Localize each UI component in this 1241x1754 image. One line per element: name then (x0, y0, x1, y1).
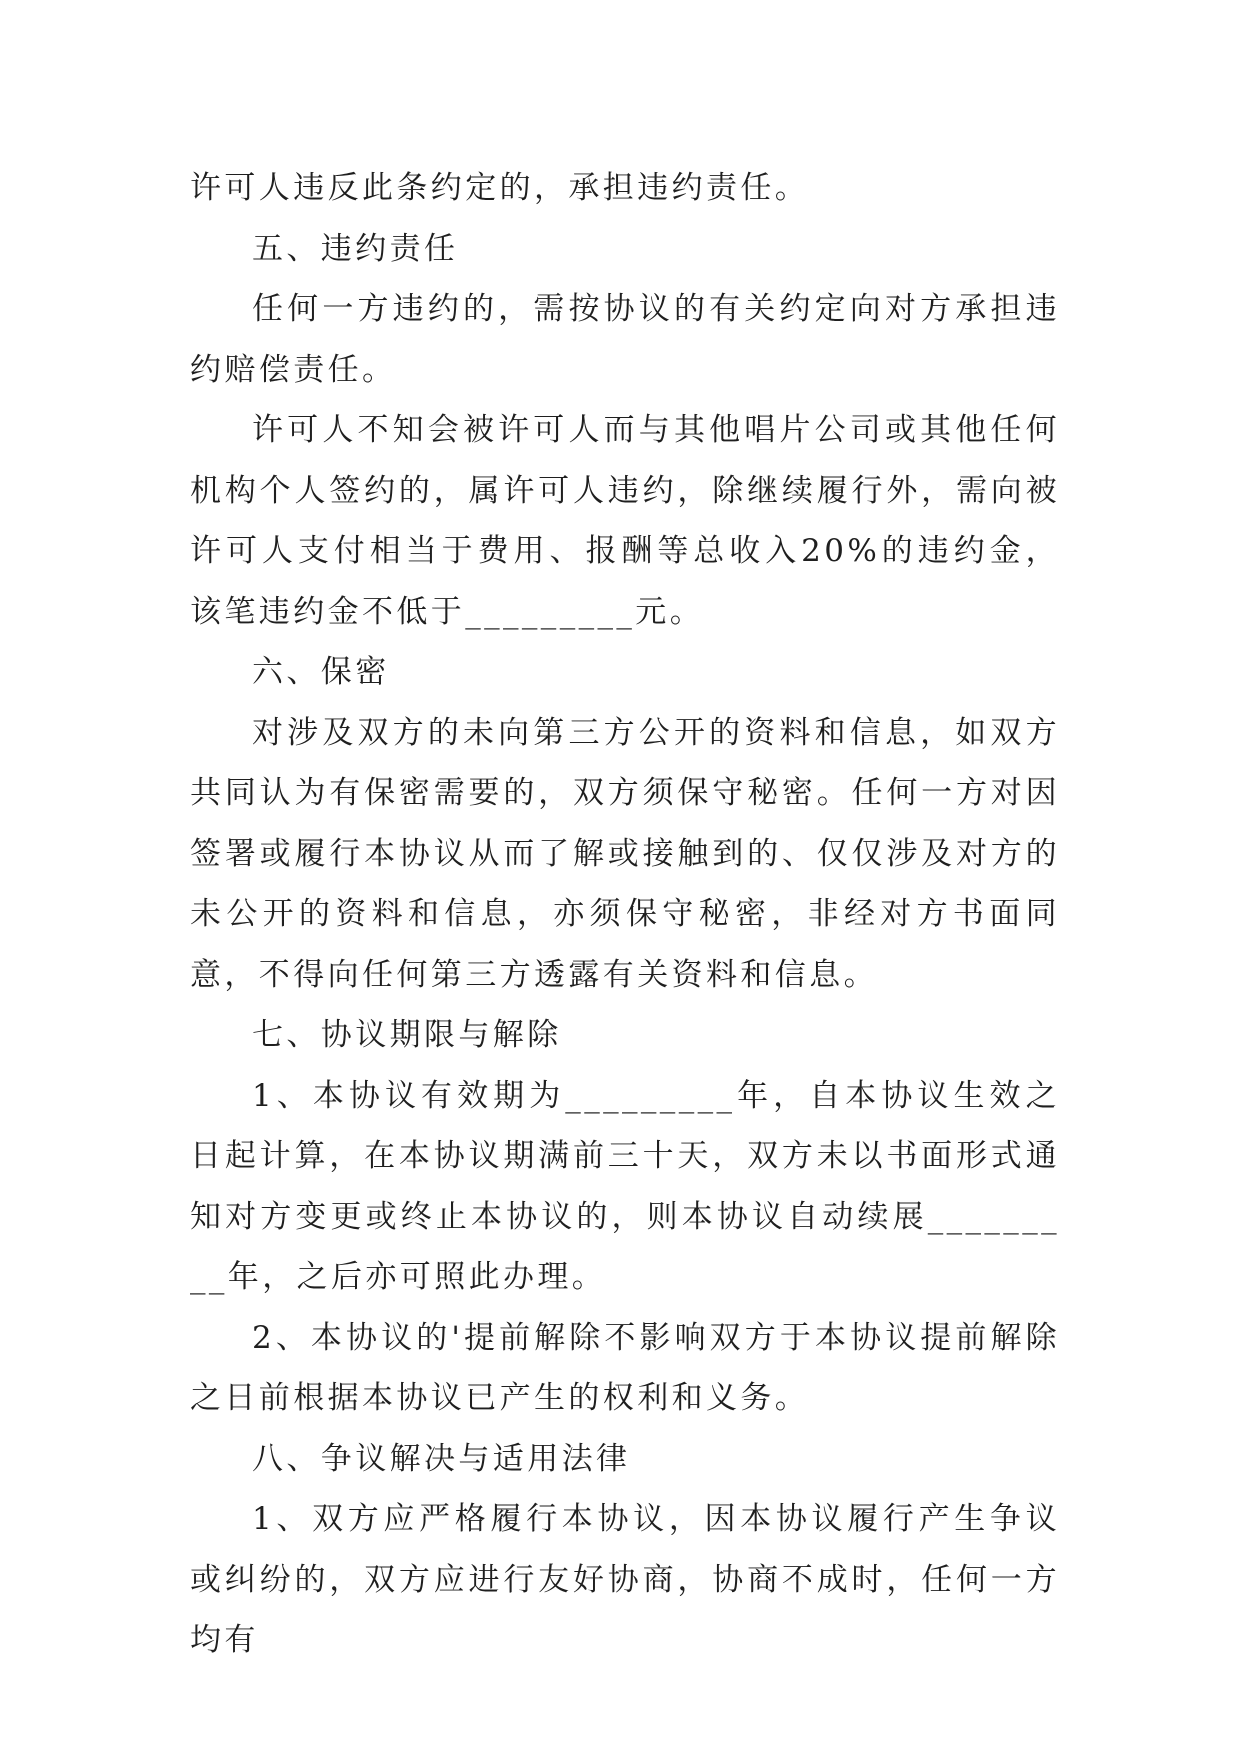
paragraph-term-2: 2、本协议的'提前解除不影响双方于本协议提前解除之日前根据本协议已产生的权利和义务。 (190, 1319, 1060, 1416)
paragraph-liability-general: 任何一方违约的，需按协议的有关约定向对方承担违约赔偿责任。 (190, 291, 1060, 388)
heading-confidentiality: 六、保密 (252, 654, 390, 690)
heading-liability: 五、违约责任 (252, 230, 459, 267)
paragraph-dispute-1: 1、双方应严格履行本协议，因本协议履行产生争议或纠纷的，双方应进行友好协商，协商不成时，任何一方均有 (190, 1501, 1060, 1658)
heading-term-termination: 七、协议期限与解除 (252, 1017, 562, 1053)
document-body (190, 158, 1060, 1671)
paragraph-liability-penalty: 许可人不知会被许可人而与其他唱片公司或其他任何机构个人签约的，属许可人违约，除继续履行外，需向被许可人支付相当于费用、报酬等总收入20%的违约金，该笔违约金不低于_________元。 (190, 412, 1060, 630)
paragraph-breach-clause-end: 许可人违反此条约定的，承担违约责任。 (190, 170, 810, 206)
heading-dispute-law: 八、争议解决与适用法律 (252, 1440, 631, 1477)
paragraph-term-1: 1、本协议有效期为_________年，自本协议生效之日起计算，在本协议期满前三十天，双方未以书面形式通知对方变更或终止本协议的，则本协议自动续展_________年，之后亦可照此办理。 (190, 1077, 1060, 1295)
paragraph-confidentiality: 对涉及双方的未向第三方公开的资料和信息，如双方共同认为有保密需要的，双方须保守秘密。任何一方对因签署或履行本协议从而了解或接触到的、仅仅涉及对方的未公开的资料和信息，亦须保守秘密，非经对方书面同意，不得向任何第三方透露有关资料和信息。 (190, 714, 1060, 993)
